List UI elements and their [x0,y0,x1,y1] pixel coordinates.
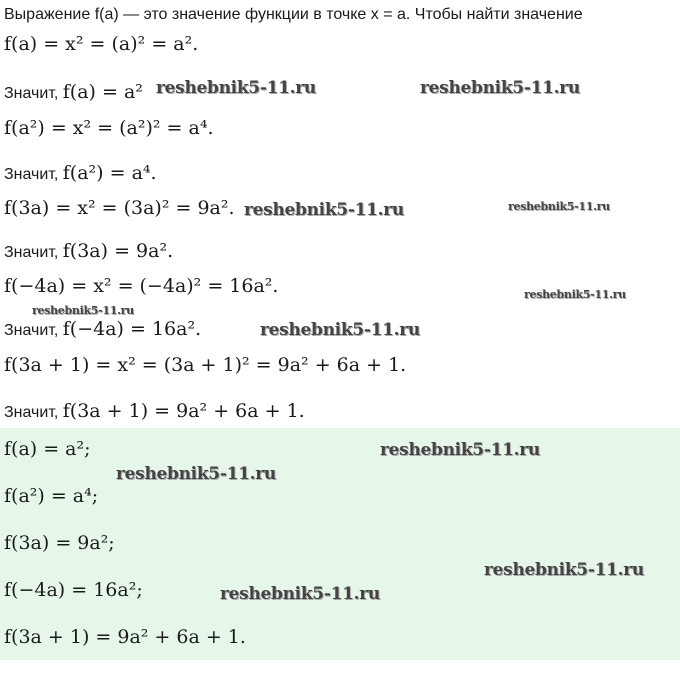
answer-line-2: f(a²) = a⁴; [4,485,99,507]
conclusion-5-formula: f(3a + 1) = 9a² + 6a + 1. [62,400,305,422]
so-prefix: Значит, [4,166,63,183]
conclusion-5 [4,400,305,422]
derivation-1: f(a) = x² = (a)² = a². [4,33,199,55]
watermark: reshebnik5-11.ru [524,288,626,301]
watermark: reshebnik5-11.ru [420,78,580,98]
derivation-5: f(3a + 1) = x² = (3a + 1)² = 9a² + 6a + 1. [4,354,407,376]
conclusion-2-formula: f(a²) = a⁴. [62,162,157,184]
answer-line-4: f(−4a) = 16a²; [4,579,143,601]
watermark: reshebnik5-11.ru [220,584,380,604]
conclusion-2 [4,162,157,184]
so-prefix: Значит, [4,85,63,102]
watermark: reshebnik5-11.ru [508,200,610,213]
derivation-2: f(a²) = x² = (a²)² = a⁴. [4,117,214,139]
conclusion-1 [4,81,143,103]
conclusion-3 [4,240,173,262]
conclusion-3-formula: f(3a) = 9a². [62,240,174,262]
conclusion-4-formula: f(−4a) = 16a². [62,318,202,340]
intro-sentence: Выражение f(a) — это значение функции в точке x = a. Чтобы найти значение [4,6,583,23]
watermark: reshebnik5-11.ru [156,78,316,98]
watermark: reshebnik5-11.ru [380,440,540,460]
answer-box [0,428,680,660]
watermark: reshebnik5-11.ru [244,200,404,220]
so-prefix: Значит, [4,404,63,421]
derivation-3: f(3a) = x² = (3a)² = 9a². [4,197,235,219]
answer-line-5: f(3a + 1) = 9a² + 6a + 1. [4,626,246,648]
watermark: reshebnik5-11.ru [32,304,134,317]
intro-text [4,6,583,24]
conclusion-4 [4,318,201,340]
answer-line-1: f(a) = a²; [4,438,91,460]
so-prefix: Значит, [4,244,63,261]
derivation-4: f(−4a) = x² = (−4a)² = 16a². [4,275,279,297]
conclusion-1-formula: f(a) = a² [62,81,143,103]
so-prefix: Значит, [4,322,63,339]
watermark: reshebnik5-11.ru [260,320,420,340]
watermark: reshebnik5-11.ru [484,560,644,580]
answer-line-3: f(3a) = 9a²; [4,532,115,554]
watermark: reshebnik5-11.ru [116,464,276,484]
